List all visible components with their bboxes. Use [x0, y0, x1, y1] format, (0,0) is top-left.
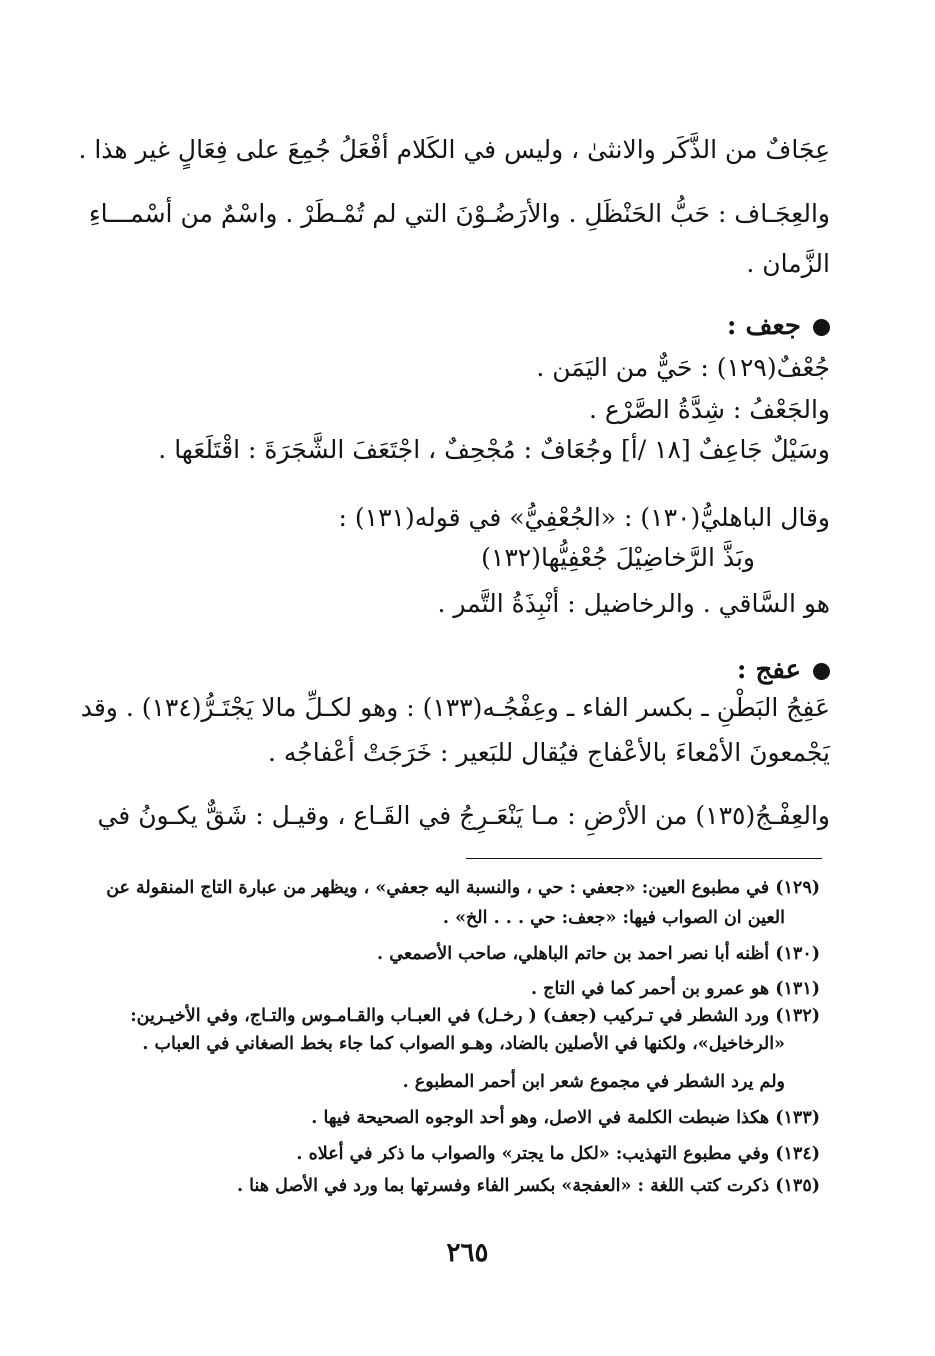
footnote-132-cont2: ولم يرد الشطر في مجموع شعر ابن أحمر المطبوع . [402, 1072, 785, 1092]
footnote-129: (١٢٩) في مطبوع العين: «جعفي : حي ، والنسبة اليه جعفي» ، ويظهر من عبارة التاج المنقولة عن [106, 878, 820, 898]
footnote-separator [466, 858, 822, 859]
body-line: عِجَافٌ من الذَّكَر والانثىٰ ، وليس في الكَلام أفْعَلُ جُمِعَ على فِعَالٍ غير هذا . [78, 135, 830, 164]
bullet-icon [813, 663, 830, 680]
footnote-129-cont: العين ان الصواب فيها: «جعف: حي . . . الخ» . [442, 908, 785, 928]
footnote-131: (١٣١) هو عمرو بن أحمر كما في التاج . [530, 979, 820, 999]
verse-line: وبَذَّ الرَّخاضِيْلَ جُعْفِيُّها(١٣٢) [481, 543, 755, 572]
body-line: والجَعْفُ : شِدَّةُ الصَّرْع . [589, 395, 830, 424]
body-line: والعِفْـجُ(١٣٥) من الأرْضِ : مـا يَنْعَـرِجُ في القَـاع ، وقيـل : شَقٌّ يكـونُ في [97, 801, 830, 830]
footnote-134: (١٣٤) وفي مطبوع التهذيب: «لكل ما يجتر» والصواب ما ذكر في أعلاه . [296, 1144, 820, 1164]
body-line: والعِجَـاف : حَبُّ الحَنْظَلِ . والأرَضُـوْنَ التي لم تُمْـطَرْ . واسْمٌ من أسْمـــاءِ [88, 199, 830, 228]
footnote-132-cont: «الرخاخيل»، ولكنها في الأصلين بالضاد، وهـو الصواب كما جاء بخط الصغاني في العباب . [142, 1034, 785, 1054]
bullet-icon [813, 319, 830, 336]
body-line: يَجْمعونَ الأمْعاءَ بالأعْفاج فيُقال للبَعير : خَرَجَتْ أعْفاجُه . [268, 738, 830, 767]
body-line: الزَّمان . [746, 249, 830, 278]
entry-heading-text: جعف : [726, 311, 801, 341]
page-number: ٢٦٥ [446, 1238, 489, 1268]
entry-heading-jaf [100, 308, 830, 344]
footnote-132: (١٣٢) ورد الشطر في تـركيب (جعف) ( رخـل) في العبـاب والقـامـوس والتـاج، وفي الأخيـرين: [130, 1006, 820, 1026]
footnote-133: (١٣٣) هكذا ضبطت الكلمة في الاصل، وهو أحد الوجوه الصحيحة فيها . [311, 1108, 820, 1128]
body-line: وقال الباهليُّ(١٣٠) : «الجُعْفِيُّ» في قوله(١٣١) : [338, 503, 830, 532]
footnote-130: (١٣٠) أظنه أبا نصر احمد بن حاتم الباهلي، صاحب الأصمعي . [377, 944, 820, 964]
body-line: هو السَّاقي . والرخاضيل : أنْبِذَةُ التَّمر . [437, 589, 830, 618]
footnote-135: (١٣٥) ذكرت كتب اللغة : «العفجة» بكسر الفاء وفسرتها بما ورد في الأصل هنا . [236, 1176, 820, 1196]
entry-heading-text: عفج : [736, 655, 801, 685]
body-line: جُعْفٌ(١٢٩) : حَيٌّ من اليَمَن . [536, 353, 830, 382]
body-line: وسَيْلٌ جَاعِفٌ [١٨ /أ] وجُعَافٌ : مُجْحِفٌ ، اجْتَعَفَ الشَّجَرَةَ : اقْتَلَعَها . [158, 435, 830, 464]
body-line: عَفِجُ البَطْنِ ـ بكسر الفاء ـ وعِفْجُـه(١٣٣) : وهو لكـلِّ مالا يَجْتَـرُّ(١٣٤) . وقد [80, 693, 830, 722]
entry-heading-afj [100, 652, 830, 688]
